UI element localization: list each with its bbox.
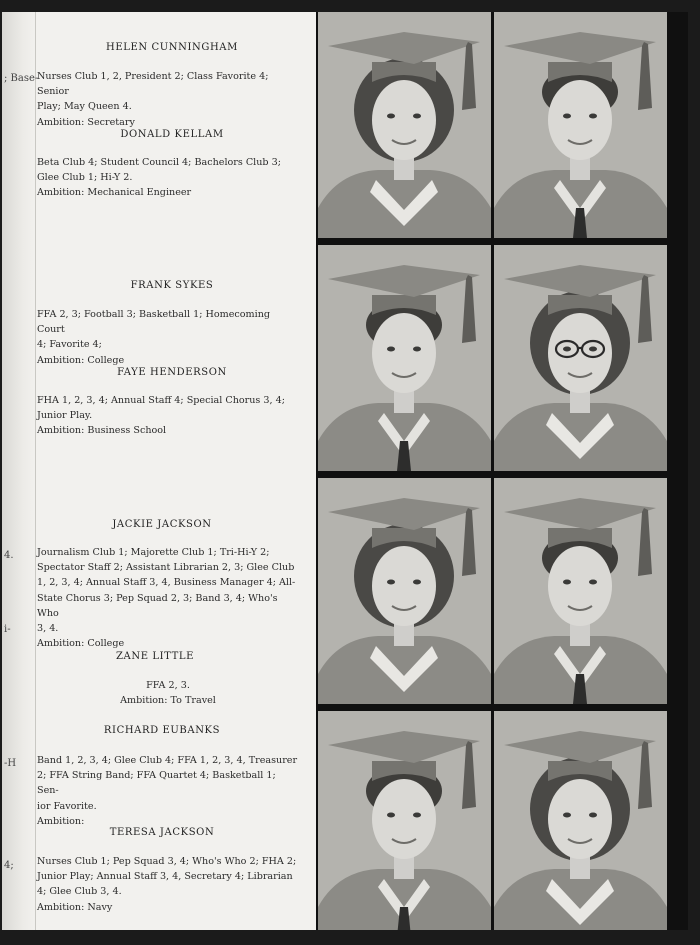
- ambition-line: Ambition: Navy: [37, 901, 113, 913]
- portrait-illustration: [318, 478, 491, 704]
- portrait-illustration: [318, 12, 491, 238]
- bio-line: FHA 1, 2, 3, 4; Annual Staff 4; Special Chorus 3, 4;: [37, 395, 285, 406]
- student-name: JACKIE JACKSON: [112, 519, 212, 530]
- student-name: HELEN CUNNINGHAM: [106, 42, 238, 53]
- bio-line: 4; Glee Club 3, 4.: [37, 886, 122, 898]
- bio-line: Nurses Club 1; Pep Squad 3, 4; Who's Who 2; FHA 2;: [37, 856, 297, 867]
- bio-line: Play; May Queen 4.: [37, 101, 132, 113]
- portrait-photo: [494, 711, 667, 930]
- bio-line: Nurses Club 1, 2, President 2; Class Favorite 4; Senior: [37, 71, 269, 98]
- student-name: FRANK SYKES: [130, 280, 214, 291]
- ambition-line: Ambition: Business School: [37, 425, 167, 437]
- bio-line: FFA 2, 3.: [146, 680, 190, 691]
- student-bio: [37, 678, 299, 708]
- portrait-illustration: [494, 245, 667, 471]
- student-name: TERESA JACKSON: [109, 827, 215, 838]
- bio-line: ior Favorite.: [37, 800, 97, 812]
- bio-line: Journalism Club 1; Majorette Club 1; Tri-Hi-Y 2;: [37, 547, 270, 558]
- gutter-divider: [35, 12, 36, 930]
- portrait-grid: [316, 12, 688, 930]
- bio-line: Junior Play.: [37, 410, 93, 422]
- bio-line: Beta Club 4; Student Council 4; Bachelors Club 3;: [37, 157, 281, 168]
- ambition-line: Ambition:: [37, 815, 85, 827]
- portrait-illustration: [318, 711, 491, 930]
- page-gutter: [2, 12, 39, 930]
- portrait-photo: [494, 12, 667, 238]
- portrait-photo: [318, 478, 491, 704]
- bio-line: 1, 2, 3, 4; Annual Staff 3, 4, Business Manager 4; All-: [37, 577, 296, 589]
- bio-line: FFA 2, 3; Football 3; Basketball 1; Homecoming Court: [37, 309, 271, 336]
- ambition-line: Ambition: Secretary: [37, 116, 135, 128]
- portrait-photo: [318, 245, 491, 471]
- student-bio: [37, 69, 299, 130]
- ambition-line: Ambition: College: [37, 638, 125, 650]
- student-bio: [37, 545, 299, 651]
- portrait-photo: [318, 12, 491, 238]
- portrait-illustration: [494, 478, 667, 704]
- ambition-line: Ambition: To Travel: [120, 695, 216, 707]
- margin-fragment: 4;: [4, 860, 14, 871]
- student-name: RICHARD EUBANKS: [103, 725, 221, 736]
- student-name: DONALD KELLAM: [120, 129, 224, 140]
- student-bio: [37, 155, 299, 201]
- margin-fragment: i-: [4, 624, 11, 635]
- bio-line: 3, 4.: [37, 623, 59, 635]
- student-name: ZANE LITTLE: [115, 651, 195, 662]
- student-bio: [37, 753, 299, 829]
- bio-line: 4; Favorite 4;: [37, 339, 102, 351]
- bio-line: Band 1, 2, 3, 4; Glee Club 4; FFA 1, 2, 3, 4, Treasurer: [37, 755, 298, 766]
- portrait-photo: [494, 245, 667, 471]
- student-bio: [37, 307, 299, 368]
- portrait-illustration: [494, 711, 667, 930]
- bio-line: 2; FFA String Band; FFA Quartet 4; Basketball 1; Sen-: [37, 770, 276, 797]
- bio-line: State Chorus 3; Pep Squad 2, 3; Band 3, 4; Who's Who: [37, 592, 278, 619]
- portrait-photo: [318, 711, 491, 930]
- margin-fragment: 4.: [4, 550, 14, 561]
- student-bio: [37, 393, 299, 439]
- portrait-illustration: [494, 12, 667, 238]
- student-name: FAYE HENDERSON: [117, 367, 227, 378]
- bio-line: Spectator Staff 2; Assistant Librarian 2, 3; Glee Club: [37, 562, 295, 574]
- margin-fragment: ; Base-: [4, 73, 39, 84]
- bio-line: Junior Play; Annual Staff 3, 4, Secretary 4; Librarian: [37, 871, 293, 883]
- margin-fragment: -H: [4, 758, 17, 769]
- portrait-illustration: [318, 245, 491, 471]
- ambition-line: Ambition: College: [37, 354, 125, 366]
- ambition-line: Ambition: Mechanical Engineer: [37, 187, 192, 199]
- yearbook-page: [2, 12, 688, 930]
- bio-line: Glee Club 1; Hi-Y 2.: [37, 172, 133, 184]
- portrait-photo: [494, 478, 667, 704]
- student-bio: [37, 854, 299, 915]
